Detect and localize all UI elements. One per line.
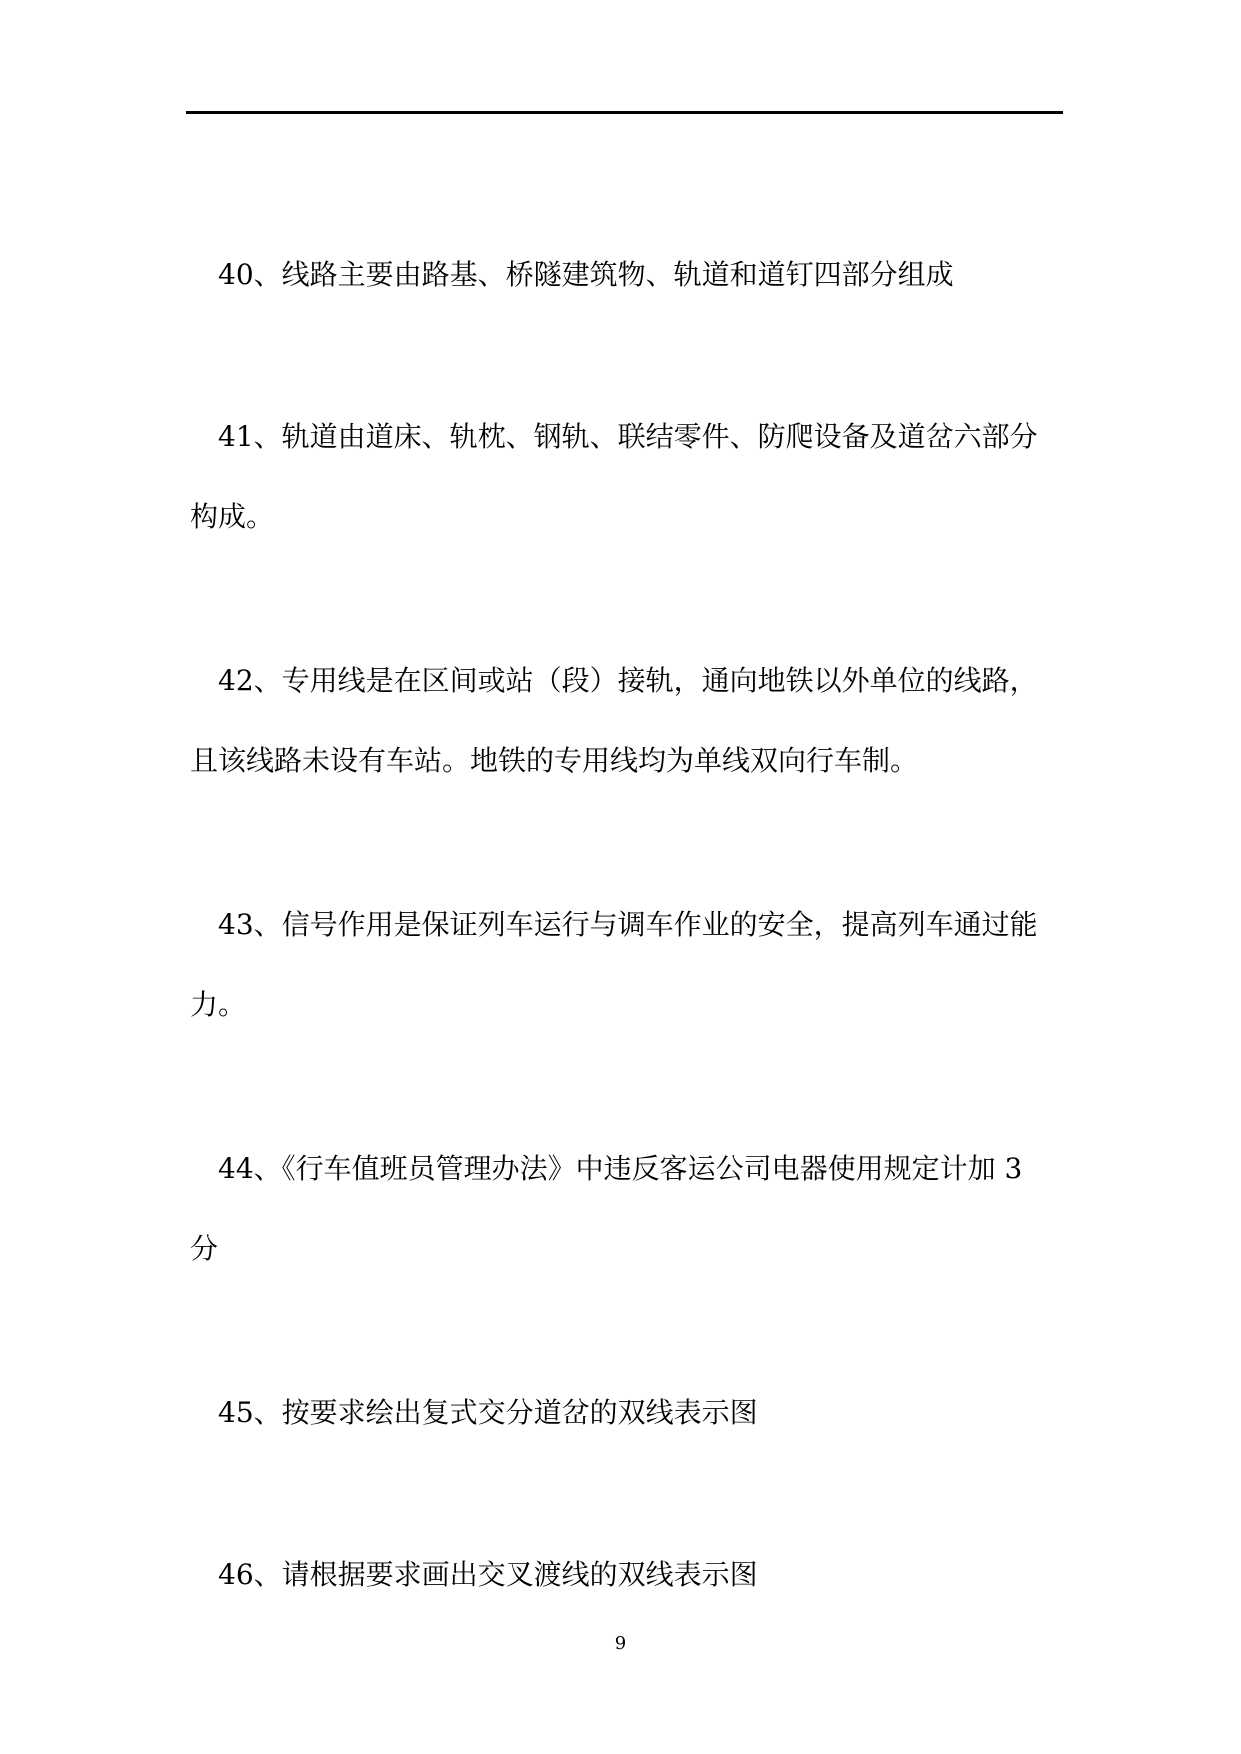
page-number: 9 [614,1633,627,1654]
item-44: 44、《行车值班员管理办法》中违反客运公司电器使用规定计加 3 分 [190,1152,1023,1265]
item-40: 40、线路主要由路基、桥隧建筑物、轨道和道钉四部分组成 [218,258,954,291]
item-45: 45、按要求绘出复式交分道岔的双线表示图 [218,1396,758,1429]
header-rule [186,111,1063,114]
item-43: 43、信号作用是保证列车运行与调车作业的安全，提高列车通过能力。 [190,908,1038,1021]
item-42: 42、专用线是在区间或站（段）接轨，通向地铁以外单位的线路，且该线路未设有车站。地铁的专用线均为单线双向行车制。 [190,664,1038,777]
item-46: 46、请根据要求画出交叉渡线的双线表示图 [218,1558,758,1591]
item-41: 41、轨道由道床、轨枕、钢轨、联结零件、防爬设备及道岔六部分构成。 [190,420,1038,533]
